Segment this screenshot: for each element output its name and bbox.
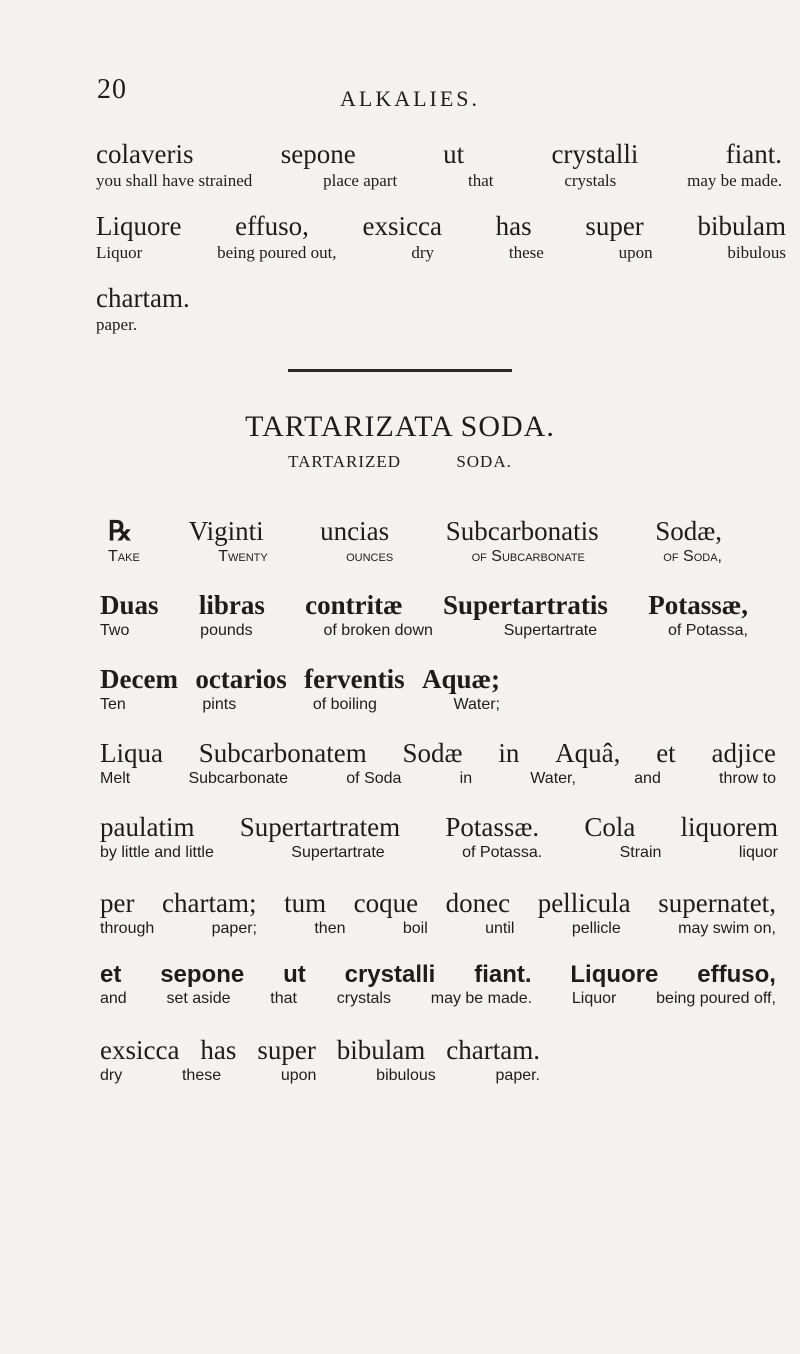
english-word: boil [402,920,428,937]
latin-word: tum [284,888,327,918]
latin-word: chartam. [96,283,190,313]
english-word: crystals [564,171,617,190]
latin-word: exsicca [100,1035,180,1065]
latin-word: chartam. [446,1035,540,1065]
continuation-line-3 [96,285,190,333]
english-word: these [181,1067,222,1084]
latin-word: coque [353,888,419,918]
latin-word: colaveris [96,139,194,169]
english-word: paper; [211,920,257,937]
english-word: Ten [100,696,126,713]
english-word: in [459,770,473,787]
english-word: upon [618,243,653,262]
english-word: dry [411,243,435,262]
section-title: TARTARIZATA SODA. [245,410,555,443]
latin-word: Aquæ; [421,664,500,694]
english-gloss-line [100,991,776,1007]
latin-word: Liquore [96,211,182,241]
latin-word: uncias [320,516,390,546]
latin-word: Supertartratis [442,590,608,620]
english-gloss-line [100,921,776,937]
english-word: may swim on, [678,920,776,937]
latin-word: fiant. [474,961,532,988]
running-head: ALKALIES. [340,86,481,111]
latin-word: Supertartratem [239,812,401,842]
english-word: through [100,920,155,937]
english-word: Water; [453,696,500,713]
latin-word: et [656,738,676,768]
english-word: ounces [346,548,394,565]
english-word: Supertartrate [503,622,598,639]
english-word: Supertartrate [291,844,385,861]
english-word: set aside [166,990,231,1007]
english-word: crystals [336,990,391,1007]
latin-word: chartam; [162,888,257,918]
latin-word: effuso, [235,211,309,241]
latin-word: supernatet, [658,888,776,918]
latin-word: Subcarbonatis [445,516,599,546]
english-word: until [485,920,515,937]
latin-word: contritæ [305,590,403,620]
latin-line [108,518,722,545]
latin-word: exsicca [362,211,442,241]
english-gloss-line [100,845,778,861]
recipe-line-1 [108,518,722,565]
english-word: by little and little [100,844,214,861]
latin-word: ferventis [304,664,405,694]
latin-word: in [498,738,520,768]
latin-word: has [200,1035,237,1065]
recipe-line-7 [100,963,776,1007]
english-word: of Potassa. [462,844,543,861]
recipe-line-2 [100,592,748,639]
latin-word: has [495,211,532,241]
english-word: of broken down [323,622,433,639]
latin-word: Potassæ. [445,812,540,842]
english-word: pints [202,696,237,713]
english-word: and [100,990,127,1007]
english-word: that [270,990,297,1007]
english-word: may be made. [687,171,782,190]
english-word: of Soda, [663,548,722,565]
latin-word: adjice [711,738,776,768]
english-word: upon [280,1067,317,1084]
latin-word: ut [283,961,306,988]
english-word: of boiling [312,696,377,713]
latin-word: Sodæ [402,738,463,768]
english-word: and [634,770,661,787]
subtitle-word: TARTARIZED [288,452,402,471]
latin-word: crystalli [551,139,639,169]
english-word: bibulous [376,1067,436,1084]
latin-word: donec [445,888,511,918]
latin-word: et [100,961,122,988]
english-word: of Soda [346,770,402,787]
latin-word: ut [443,139,465,169]
english-word: Twenty [218,548,268,565]
english-word: being poured off, [656,990,776,1007]
english-word: these [508,243,544,262]
latin-word: paulatim [100,812,195,842]
latin-line [100,1037,540,1064]
latin-word: crystalli [344,961,436,988]
english-word: being poured out, [217,243,337,262]
recipe-line-8 [100,1037,540,1084]
english-word: may be made. [430,990,533,1007]
latin-line [100,814,778,841]
latin-word: bibulam [336,1035,426,1065]
latin-line [100,963,776,987]
latin-word: super [257,1035,316,1065]
english-gloss-line [96,244,786,261]
recipe-line-6 [100,890,776,937]
section-divider [288,369,512,372]
latin-word: octarios [195,664,287,694]
english-gloss-line [100,623,748,639]
subtitle-word: SODA. [456,452,512,471]
english-word: Water, [530,770,576,787]
english-word: paper. [495,1067,540,1084]
latin-word: sepone [160,961,245,988]
latin-line [96,213,786,240]
latin-word: Liquore [570,961,659,988]
english-gloss-line [96,316,190,333]
recipe-line-5 [100,814,778,861]
latin-word: liquorem [680,812,778,842]
english-word: throw to [719,770,776,787]
recipe-symbol: ℞ [108,516,133,546]
english-word: that [468,171,494,190]
english-word: of Subcarbonate [471,548,585,565]
latin-line [96,285,190,312]
continuation-line-1 [96,141,782,189]
english-word: bibulous [727,243,786,262]
section-subtitle [0,452,800,472]
latin-word: Cola [584,812,636,842]
latin-line [100,666,500,693]
latin-word: Subcarbonatem [198,738,367,768]
english-word: paper. [96,315,138,334]
continuation-line-2 [96,213,786,261]
english-word: of Potassa, [667,622,748,639]
latin-word: Potassæ, [648,590,748,620]
english-gloss-line [100,771,776,787]
latin-word: bibulam [697,211,786,241]
latin-word: sepone [280,139,356,169]
english-word: pellicle [571,920,621,937]
english-word: liquor [738,844,778,861]
english-word: Melt [100,770,131,787]
latin-line [100,592,748,619]
latin-word: Duas [100,590,159,620]
english-word: Strain [619,844,662,861]
english-word: Take [108,548,140,565]
latin-line [100,890,776,917]
latin-word: per [100,888,135,918]
latin-word: libras [198,590,265,620]
english-word: place apart [323,171,398,190]
recipe-line-3 [100,666,500,713]
latin-word: super [585,211,644,241]
english-word: Subcarbonate [188,770,289,787]
english-word: Liquor [96,243,143,262]
recipe-line-4 [100,740,776,787]
english-gloss-line [100,697,500,713]
english-word: pounds [200,622,253,639]
english-word: dry [100,1067,123,1084]
latin-word: fiant. [725,139,782,169]
english-gloss-line [100,1068,540,1084]
latin-word: Liqua [100,738,163,768]
latin-word: Aquâ, [555,738,621,768]
latin-line [100,740,776,767]
latin-word: effuso, [697,961,776,988]
english-word: then [314,920,346,937]
latin-word: Sodæ, [655,516,722,546]
english-word: Two [100,622,130,639]
english-gloss-line [96,172,782,189]
page-number: 20 [97,74,127,105]
latin-line [96,141,782,168]
english-gloss-line [108,549,722,565]
english-word: Liquor [571,990,617,1007]
english-word: you shall have strained [96,171,253,190]
latin-word: pellicula [537,888,631,918]
latin-word: Viginti [188,516,264,546]
latin-word: Decem [100,664,178,694]
